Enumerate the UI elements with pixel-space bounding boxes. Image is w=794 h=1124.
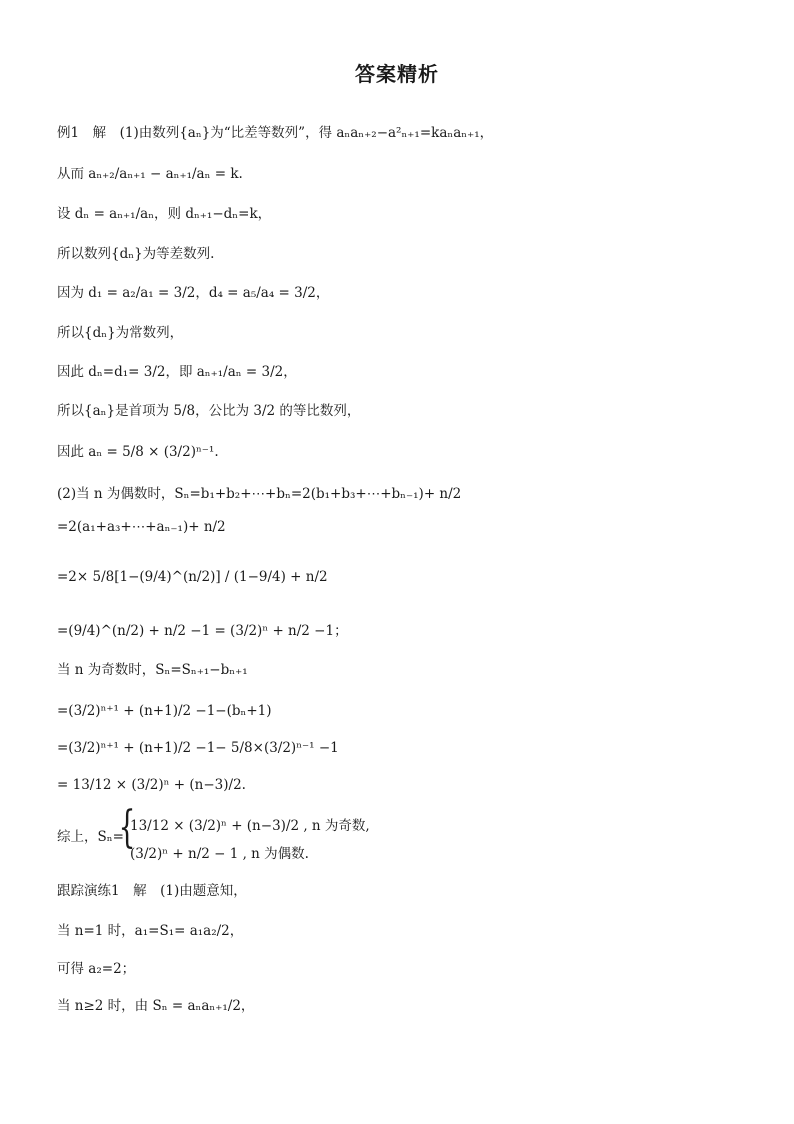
page-title: 答案精析 [355, 62, 439, 86]
solution-line: =2(a₁+a₃+⋯+aₙ₋₁)+ n/2 [57, 519, 226, 535]
solution-line: 所以数列{dₙ}为等差数列. [57, 246, 215, 262]
solution-line: 综上，Sₙ= [57, 829, 124, 845]
solution-line: 当 n 为奇数时，Sₙ=Sₙ₊₁−bₙ₊₁ [57, 662, 248, 678]
solution-line: 所以{dₙ}为常数列， [57, 325, 184, 341]
solution-line: =(9/4)^(n/2) + n/2 −1 = (3/2)ⁿ + n/2 −1； [57, 623, 348, 639]
solution-line: 当 n≥2 时，由 Sₙ = aₙaₙ₊₁/2， [57, 998, 255, 1014]
solution-line: 从而 aₙ₊₂/aₙ₊₁ − aₙ₊₁/aₙ = k. [57, 166, 243, 182]
solution-line: 因此 aₙ = 5/8 × (3/2)ⁿ⁻¹. [57, 444, 219, 460]
solution-line: 所以{aₙ}是首项为 5/8，公比为 3/2 的等比数列， [57, 403, 361, 419]
solution-line: (2)当 n 为偶数时，Sₙ=b₁+b₂+⋯+bₙ=2(b₁+b₃+⋯+bₙ₋₁)+ n/2 [57, 486, 462, 502]
solution-line: =(3/2)ⁿ⁺¹ + (n+1)/2 −1− 5/8×(3/2)ⁿ⁻¹ −1 [57, 740, 339, 756]
solution-line: 设 dₙ = aₙ₊₁/aₙ，则 dₙ₊₁−dₙ=k， [57, 206, 272, 222]
solution-line: =2× 5/8[1−(9/4)^(n/2)] / (1−9/4) + n/2 [57, 569, 328, 585]
solution-line: 可得 a₂=2； [57, 961, 136, 977]
solution-line: 跟踪演练1 解 (1)由题意知， [57, 883, 247, 899]
solution-line: = 13/12 × (3/2)ⁿ + (n−3)/2. [57, 777, 246, 793]
piecewise-case-odd: 13/12 × (3/2)ⁿ + (n−3)/2 , n 为奇数, [130, 818, 370, 834]
solution-line: 因为 d₁ = a₂/a₁ = 3/2，d₄ = a₅/a₄ = 3/2， [57, 285, 330, 301]
left-brace: { [118, 802, 136, 853]
solution-line: 当 n=1 时，a₁=S₁= a₁a₂/2， [57, 923, 244, 939]
solution-line: 因此 dₙ=d₁= 3/2，即 aₙ₊₁/aₙ = 3/2， [57, 364, 297, 380]
piecewise-case-even: (3/2)ⁿ + n/2 − 1 , n 为偶数. [130, 846, 309, 862]
solution-line: =(3/2)ⁿ⁺¹ + (n+1)/2 −1−(bₙ+1) [57, 703, 272, 719]
solution-line: 例1 解 (1)由数列{aₙ}为“比差等数列”，得 aₙaₙ₊₂−a²ₙ₊₁=kaₙaₙ₊₁， [57, 125, 494, 141]
